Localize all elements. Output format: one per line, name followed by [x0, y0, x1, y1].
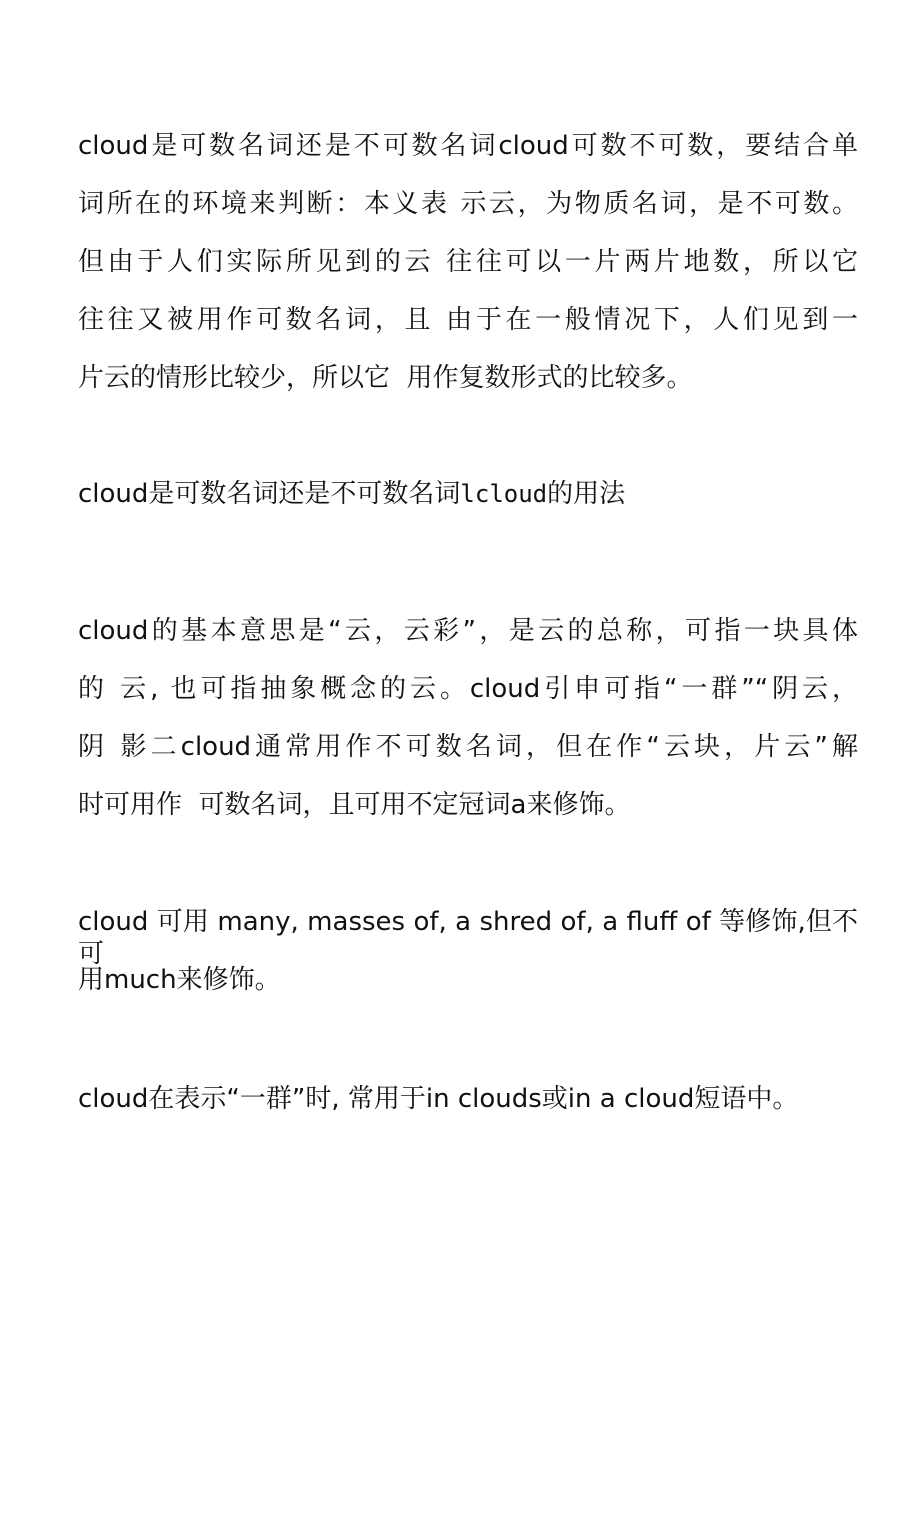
paragraph-1-line-4: 往往又被用作可数名词，且 由于在一般情况下，人们见到一	[78, 305, 858, 335]
paragraph-1-line-3: 但由于人们实际所见到的云 往往可以一片两片地数，所以它	[78, 247, 858, 277]
heading-suffix: 的用法	[547, 479, 626, 509]
paragraph-1-line-2: 词所在的环境来判断：本义表 示云，为物质名词，是不可数。	[78, 189, 858, 219]
paragraph-2-line-4: 时可用作 可数名词，且可用不定冠词a来修饰。	[78, 790, 631, 820]
paragraph-2-line-1: cloud的基本意思是“云，云彩”，是云的总称，可指一块具体	[78, 616, 858, 646]
section-heading	[78, 478, 858, 510]
paragraph-3-line-1: cloud 可用 many, masses of, a shred of, a fluff of 等修饰,但不可	[78, 907, 858, 969]
paragraph-3-line-2: 用much来修饰。	[78, 965, 281, 995]
paragraph-4-line-1: cloud在表示“一群”时, 常用于in clouds或in a cloud短语中。	[78, 1084, 799, 1114]
paragraph-1-line-1: cloud是可数名词还是不可数名词cloud可数不可数，要结合单	[78, 131, 858, 161]
heading-mono-text: lcloud	[460, 480, 548, 508]
paragraph-2-line-2: 的 云, 也可指抽象概念的云。cloud引申可指“一群”“阴云，	[78, 674, 858, 704]
paragraph-2-line-3: 阴 影二cloud通常用作不可数名词，但在作“云块，片云”解	[78, 732, 858, 762]
heading-text: cloud是可数名词还是不可数名词	[78, 479, 461, 509]
paragraph-1-line-5: 片云的情形比较少，所以它 用作复数形式的比较多。	[78, 363, 693, 393]
